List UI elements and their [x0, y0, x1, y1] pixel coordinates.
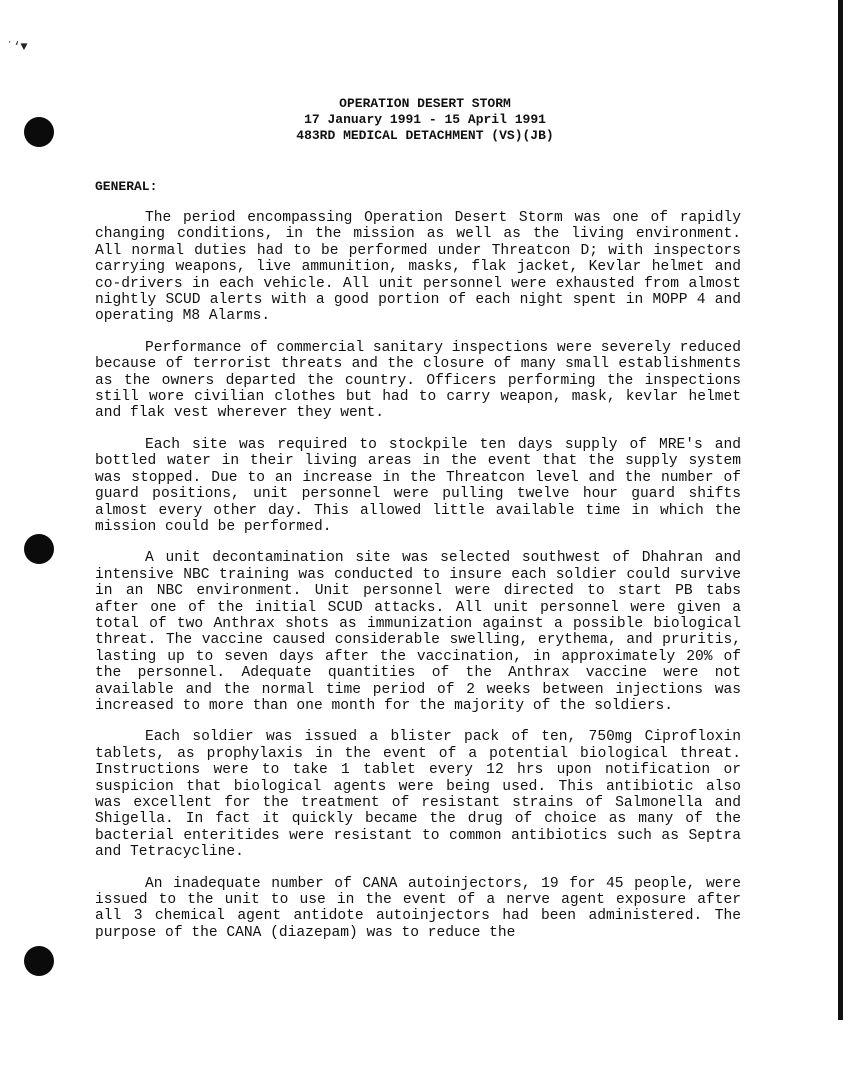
- paragraph-decontamination: A unit decontamination site was selected southwest of Dhahran and intensive NBC training was conducted to insure each soldier could survive in an NBC environment. Unit personnel were directed to start PB tabs after one of the initial SCUD attacks. All unit personnel were given a total of two Anthrax shots as immunization against a possible biological threat. The vaccine caused considerable swelling, erythema, and pruritis, lasting up to seven days after the vaccination, in approximately 20% of the personnel. Adequate quantities of the Anthrax vaccine were not available and the normal time period of 2 weeks between injections was increased to more than one month for the majority of the soldiers.: [95, 550, 741, 714]
- body-text: [95, 210, 741, 956]
- paragraph-ciprofloxin: Each soldier was issued a blister pack of ten, 750mg Ciprofloxin tablets, as prophylaxis in the event of a potential biological threat. Instructions were to take 1 tablet every 12 hrs upon notification or suspicion that biological agents were being used. This antibiotic also was excellent for the treatment of resistant strains of Salmonella and Shigella. In fact it quickly became the drug of choice as many of the bacterial enteritides were resistant to common antibiotics such as Septra and Tetracycline.: [95, 729, 741, 861]
- header-title: OPERATION DESERT STORM: [339, 96, 511, 111]
- page-edge-shadow: [838, 0, 843, 1020]
- paragraph-cana: An inadequate number of CANA autoinjectors, 19 for 45 people, were issued to the unit to use in the event of a nerve agent exposure after all 3 chemical agent antidote autoinjectors had been administered. The purpose of the CANA (diazepam) was to reduce the: [95, 875, 741, 941]
- punch-hole-bottom: [24, 946, 54, 976]
- punch-hole-middle: [24, 534, 54, 564]
- scan-speck: ˙‘▼: [6, 40, 28, 54]
- paragraph-threatcon: The period encompassing Operation Desert Storm was one of rapidly changing conditions, in the mission as well as the living environment. All normal duties had to be performed under Threatcon D; with inspectors carrying weapons, live ammunition, masks, flak jacket, Kevlar helmet and co-drivers in each vehicle. All unit personnel were exhausted from almost nightly SCUD alerts with a good portion of each night spent in MOPP 4 and operating M8 Alarms.: [95, 210, 741, 325]
- header-dates: 17 January 1991 - 15 April 1991: [304, 112, 546, 127]
- section-heading: GENERAL:: [95, 179, 158, 194]
- document-header: [0, 96, 850, 144]
- paragraph-stockpile: Each site was required to stockpile ten days supply of MRE's and bottled water in their living areas in the event that the supply system was stopped. Due to an increase in the Threatcon level and the number of guard positions, unit personnel were pulling twelve hour guard shifts almost every other day. This allowed little available time in which the mission could be performed.: [95, 436, 741, 535]
- header-unit: 483RD MEDICAL DETACHMENT (VS)(JB): [296, 128, 554, 143]
- paragraph-inspections: Performance of commercial sanitary inspections were severely reduced because of terrorist threats and the closure of many small establishments as the owners departed the country. Officers performing the inspections still wore civilian clothes but had to carry weapon, mask, kevlar helmet and flak vest wherever they went.: [95, 339, 741, 422]
